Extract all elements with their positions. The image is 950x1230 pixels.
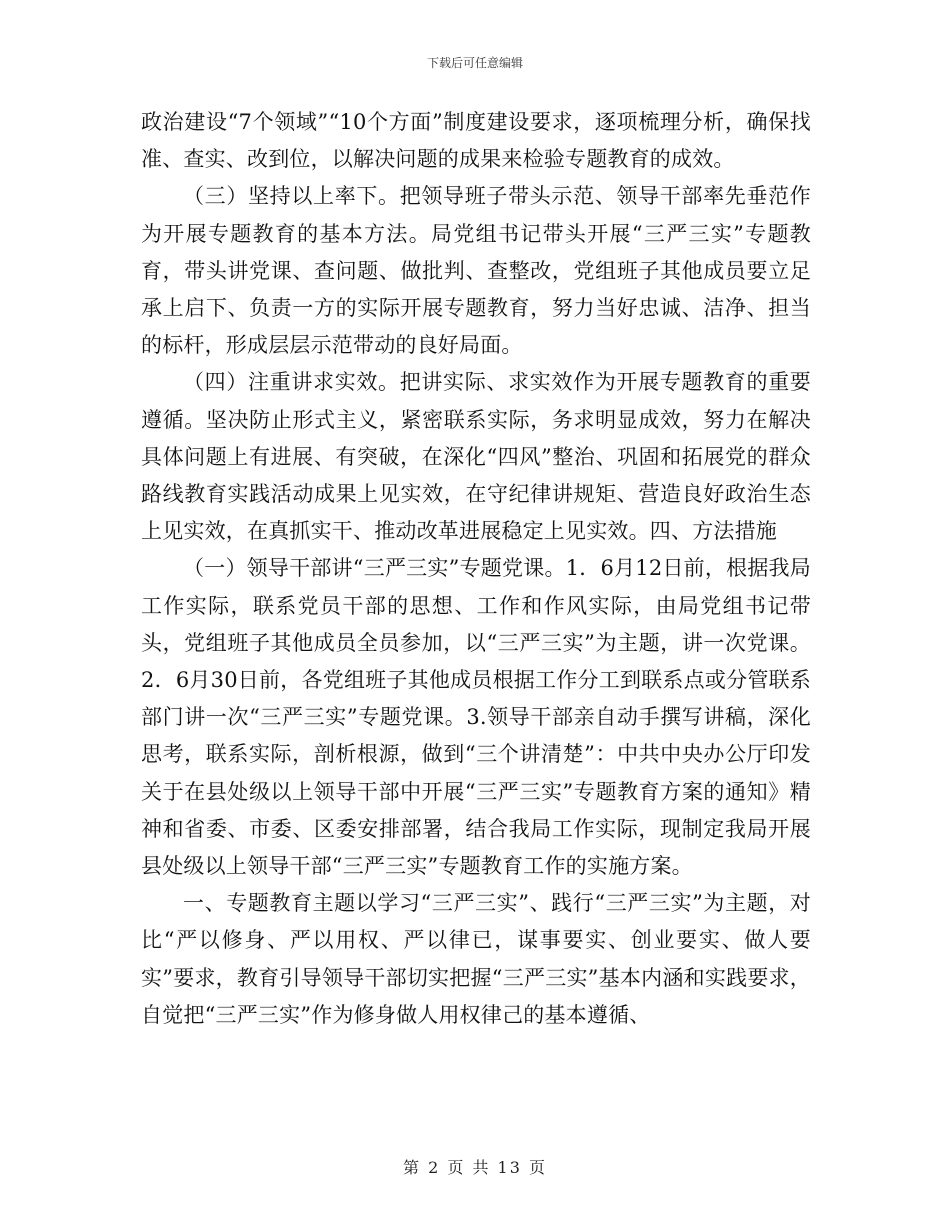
paragraph-5: 一、专题教育主题以学习“三严三实”、践行“三严三实”为主题，对比“严以修身、严以用权、严以律已，谋事要实、创业要实、做人要实”要求，教育引导领导干部切实把握“三严三实”基本内涵和实践要求，自觉把“三严三实”作为修身做人用权律己的基本遵循、	[141, 891, 811, 1027]
paragraph-1: 政治建设“7个领域”“10个方面”制度建设要求，逐项梳理分析，确保找准、查实、改到位，以解决问题的成果来检验专题教育的成效。	[141, 110, 811, 172]
paragraph-4: （一）领导干部讲“三严三实”专题党课。1．6月12日前，根据我局工作实际，联系党员干部的思想、工作和作风实际，由局党组书记带头，党组班子其他成员全员参加，以“三严三实”为主题，讲一次党课。2．6月30日前，各党组班子其他成员根据工作分工到联系点或分管联系部门讲一次“三严三实”专题党课。3.领导干部亲自动手撰写讲稿，深化思考，联系实际，剖析根源，做到“三个讲清楚”：中共中央办公厅印发关于在县处级以上领导干部中开展“三严三实”专题教育方案的通知》精神和省委、市委、区委安排部署，结合我局工作实际，现制定我局开展县处级以上领导干部“三严三实”专题教育工作的实施方案。	[141, 556, 811, 879]
paragraph-2: （三）坚持以上率下。把领导班子带头示范、领导干部率先垂范作为开展专题教育的基本方法。局党组书记带头开展“三严三实”专题教育，带头讲党课、查问题、做批判、查整改，党组班子其他成员要立足承上启下、负责一方的实际开展专题教育，努力当好忠诚、洁净、担当的标杆，形成层层示范带动的良好局面。	[141, 184, 811, 358]
paragraph-3: （四）注重讲求实效。把讲实际、求实效作为开展专题教育的重要遵循。坚决防止形式主义，紧密联系实际，务求明显成效，努力在解决具体问题上有进展、有突破，在深化“四风”整治、巩固和拓展党的群众路线教育实践活动成果上见实效，在守纪律讲规矩、营造良好政治生态上见实效，在真抓实干、推动改革进展稳定上见实效。四、方法措施	[141, 370, 811, 544]
page-number-footer: 第 2 页 共 13 页	[403, 1158, 547, 1177]
page-header-note: 下载后可任意编辑	[426, 56, 523, 70]
document-body	[141, 104, 811, 1034]
